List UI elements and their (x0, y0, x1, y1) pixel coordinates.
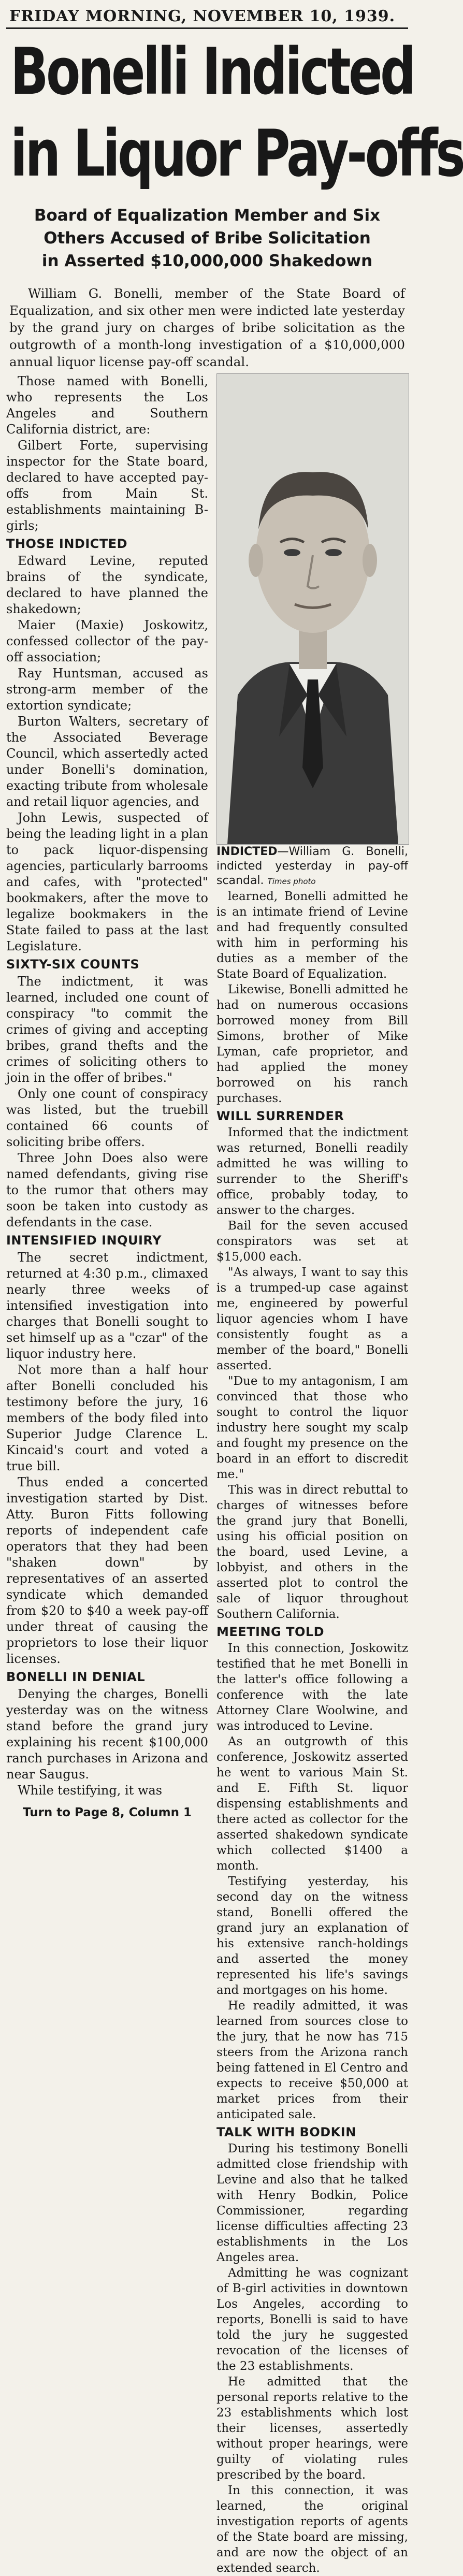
article-paragraph: Admitting he was cognizant of B-girl activities in downtown Los Angeles, according to reports, Bonelli is said to have told the jury he suggested revocation of the licenses of the 23 establishments. (216, 2266, 408, 2373)
deck-line-1: Board of Equalization Member and Six (34, 206, 381, 225)
article-paragraph: In this connection, Joskowitz testified that he met Bonelli in the latter's office following a conference with the late Attorney Clare Woolwine, and was introduced to Levine. (216, 1642, 408, 1733)
article-paragraph: John Lewis, suspected of being the leading light in a plan to pack liquor-dispensing agencies, particularly barrooms and cafes, with "protected" bookmakers, after the move to legalize bookmakers in the State failed to pass at the last Legislature. (6, 811, 208, 953)
deck-line-3: in Asserted $10,000,000 Shakedown (41, 252, 373, 270)
article-columns (6, 373, 408, 2576)
article-paragraph: Informed that the indictment was returned, Bonelli readily admitted he was willing to surrender to the Sheriff's office, probably today, to answer to the charges. (216, 1126, 408, 1217)
article-paragraph: Edward Levine, reputed brains of the syndicate, declared to have planned the shakedown; (6, 554, 208, 616)
right-column-wrap (216, 373, 408, 2576)
section-subhead: MEETING TOLD (216, 1625, 325, 1639)
article-paragraph: learned, Bonelli admitted he is an intimate friend of Levine and had frequently consulted with him in performing his duties as a member of the State Board of Equalization. (216, 890, 408, 981)
top-rule (6, 27, 408, 29)
deck-line-2: Others Accused of Bribe Solicitation (44, 229, 371, 248)
section-subhead: SIXTY-SIX COUNTS (6, 957, 140, 972)
section-subhead: TALK WITH BODKIN (216, 2125, 356, 2139)
section-subhead: THOSE INDICTED (6, 537, 128, 551)
continuation-line: Turn to Page 8, Column 1 (23, 1806, 192, 1819)
article-paragraph: He readily admitted, it was learned from sources close to the jury, that he now has 715 steers from the Arizona ranch being fattened in El Centro and expects to receive $50,000 at market prices from their anticipated sale. (216, 1999, 408, 2121)
lede-paragraph: William G. Bonelli, member of the State Board of Equalization, and six other men were indicted late yesterday by the grand jury on charges of bribe solicitation as the outgrowth of a month-long investigation of a $10,000,000 annual liquor license pay-off scandal. (9, 286, 405, 369)
article-paragraph: Not more than a half hour after Bonelli concluded his testimony before the jury, 16 members of the body filed into Superior Judge Clarence L. Kincaid's court and voted a true bill. (6, 1363, 208, 1473)
article-paragraph: Only one count of conspiracy was listed, but the truebill contained 66 counts of soliciting bribe offers. (6, 1087, 208, 1149)
article-paragraph: As an outgrowth of this conference, Joskowitz asserted he went to various Main St. and E. Fifth St. liquor dispensing establishments and there acted as collector for the asserted shakedown syndicate which collected $1400 a month. (216, 1735, 408, 1873)
caption-head: INDICTED (216, 845, 278, 858)
bonelli-photo (216, 373, 409, 845)
article-paragraph: He admitted that the personal reports relative to the 23 establishments which lost their licenses, assertedly without proper hearings, were guilty of violating rules prescribed by the board. (216, 2375, 408, 2482)
article-paragraph: The secret indictment, returned at 4:30 p.m., climaxed nearly three weeks of intensified investigation into charges that Bonelli sought to set himself up as a "czar" of the liquor industry here. (6, 1250, 208, 1361)
article-paragraph: Three John Does also were named defendants, giving rise to the rumor that others may soon be taken into custody as defendants in the case. (6, 1151, 208, 1229)
article-paragraph: "Due to my antagonism, I am convinced that those who sought to control the liquor industry here sought my scalp and fought my presence on the board in an effort to discredit me." (216, 1374, 408, 1481)
headline (10, 31, 463, 195)
caption-text: —William G. Bonelli, indicted yesterday in pay-off scandal. (216, 845, 408, 887)
photo-caption (216, 845, 408, 889)
article-paragraph: Denying the charges, Bonelli yesterday was on the witness stand before the grand jury explaining his recent $100,000 ranch purchases in Arizona and near Saugus. (6, 1687, 208, 1782)
right-column (216, 889, 408, 2576)
headline-line-2: in Liquor Pay-offs (10, 117, 463, 191)
article-paragraph: Gilbert Forte, supervising inspector for the State board, declared to have accepted pay-offs from Main St. establishments maintaining B-girls; (6, 438, 208, 533)
article-paragraph: Thus ended a concerted investigation started by Dist. Atty. Buron Fitts following reports of independent cafe operators that they had been "shaken down" by representatives of an asserted syndicate which demanded from $20 to $40 a week pay-off under threat of causing the proprietors to lose their liquor licenses. (6, 1475, 208, 1666)
article-paragraph: This was in direct rebuttal to charges of witnesses before the grand jury that Bonelli, using his official position on the board, used Levine, a lobbyist, and others in the asserted plot to control the sale of liquor throughout Southern California. (216, 1483, 408, 1621)
article-paragraph: Ray Huntsman, accused as strong-arm member of the extortion syndicate; (6, 666, 208, 713)
article-paragraph: While testifying, it was (18, 1783, 163, 1798)
article-paragraph: Bail for the seven accused conspirators was set at $15,000 each. (216, 1219, 408, 1264)
article-paragraph: Those named with Bonelli, who represents the Los Angeles and Southern California district, are: (6, 374, 208, 437)
subheadline-deck (17, 204, 398, 272)
article-paragraph: Testifying yesterday, his second day on the witness stand, Bonelli offered the grand jury an explanation of his extensive ranch-holdings and asserted the money represented his life's savings and mortgages on his home. (216, 1875, 408, 1997)
article-paragraph: Likewise, Bonelli admitted he had on numerous occasions borrowed money from Bill Simons, brother of Mike Lyman, cafe proprietor, and had applied the money borrowed on his ranch purchases. (216, 983, 408, 1105)
section-subhead: WILL SURRENDER (216, 1109, 344, 1123)
dateline: FRIDAY MORNING, NOVEMBER 10, 1939. (9, 7, 396, 25)
article-paragraph: The indictment, it was learned, included one count of conspiracy "to commit the crimes of giving and accepting bribes, grand thefts and the crimes of soliciting others to join in the offer of bribes." (6, 974, 208, 1085)
article-paragraph: "As always, I want to say this is a trumped-up case against me, engineered by powerful liquor agencies whom I have consistently fought as a member of the board," Bonelli asserted. (216, 1266, 408, 1372)
headline-line-1: Bonelli Indicted (10, 35, 414, 109)
article-paragraph: Burton Walters, secretary of the Associated Beverage Council, which assertedly acted under Bonelli's domination, exacting tribute from wholesale and retail liquor agencies, and (6, 714, 208, 809)
article-paragraph: In this connection, it was learned, the original investigation reports of agents of the State board are missing, and are now the object of an extended search. (216, 2484, 408, 2575)
section-subhead: BONELLI IN DENIAL (6, 1670, 146, 1684)
left-column (6, 373, 208, 2576)
section-subhead: INTENSIFIED INQUIRY (6, 1233, 162, 1248)
portrait-illustration (217, 374, 409, 844)
article-paragraph: During his testimony Bonelli admitted close friendship with Levine and also that he talked with Henry Bodkin, Police Commissioner, regarding license difficulties affecting 23 establishments in the Los Angeles area. (216, 2142, 408, 2264)
article-paragraph: Maier (Maxie) Joskowitz, confessed collector of the pay-off association; (6, 618, 208, 664)
photo-credit: Times photo (267, 877, 316, 886)
